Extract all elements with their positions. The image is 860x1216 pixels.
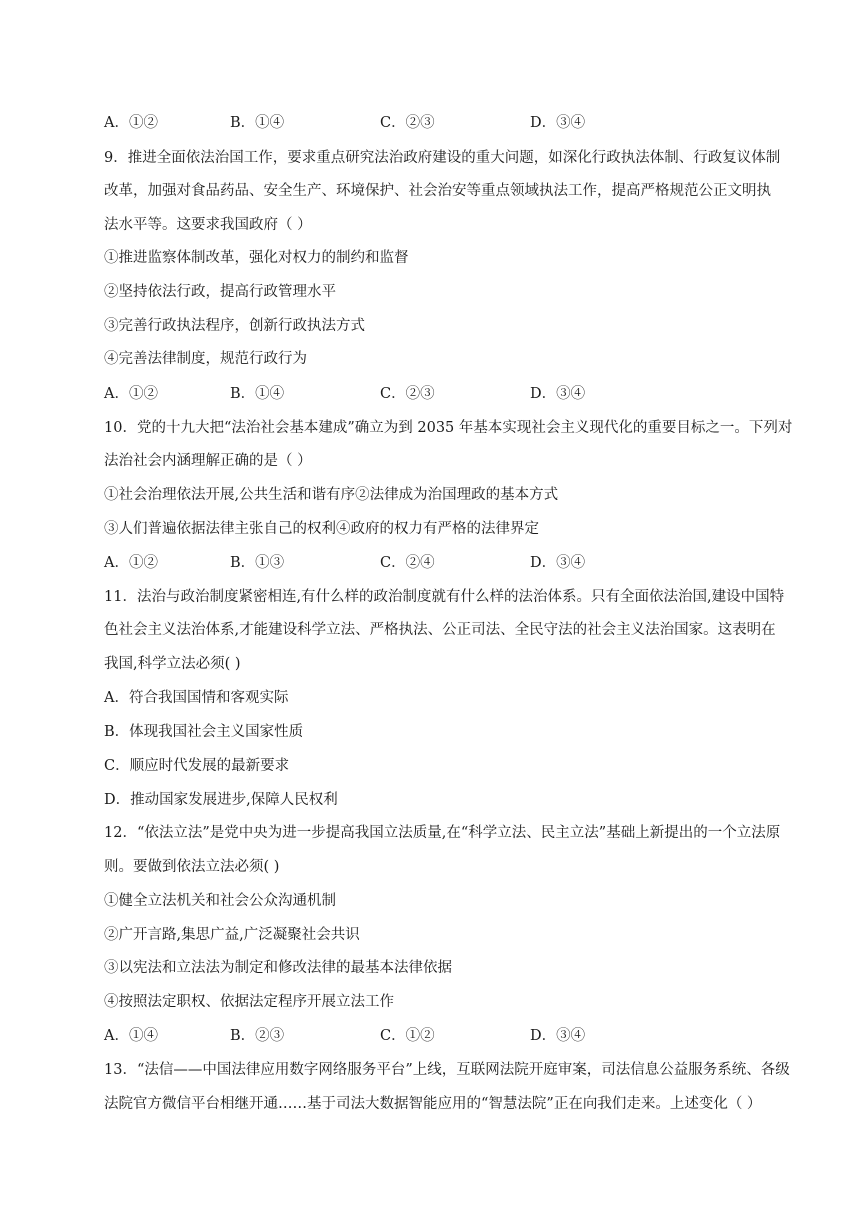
q9-statement-4: ④完善法律制度，规范行政行为 [104, 351, 307, 367]
q12-option-a: A．①④ [104, 1028, 158, 1044]
q12-statement-4: ④按照法定职权、依据法定程序开展立法工作 [104, 994, 394, 1010]
q9-options [0, 384, 860, 404]
q9-statement-1: ①推进监察体制改革，强化对权力的制约和监督 [104, 250, 409, 266]
q12-statement-1: ①健全立法机关和社会公众沟通机制 [104, 893, 336, 909]
q10-options [0, 553, 860, 573]
q12-option-c: C．①② [380, 1028, 435, 1044]
q8-options [0, 113, 860, 133]
q10-statement-1: ①社会治理依法开展,公共生活和谐有序②法律成为治国理政的基本方式 [104, 487, 559, 503]
q11-option-d: D．推动国家发展进步,保障人民权利 [104, 792, 338, 808]
q12-statement-3: ③以宪法和立法法为制定和修改法律的最基本法律依据 [104, 960, 452, 976]
q8-option-a: A．①② [104, 115, 158, 131]
q9-option-b: B．①④ [230, 386, 285, 402]
q11-option-c: C．顺应时代发展的最新要求 [104, 758, 290, 774]
q9-stem-line-2: 改革，加强对食品药品、安全生产、环境保护、社会治安等重点领域执法工作，提高严格规范公正文明执 [104, 183, 771, 199]
q12-option-b: B．②③ [230, 1028, 285, 1044]
q13-stem-line-2: 法院官方微信平台相继开通……基于司法大数据智能应用的“智慧法院”正在向我们走来。上述变化（ ） [104, 1096, 762, 1112]
q9-stem-line-1: 9．推进全面依法治国工作，要求重点研究法治政府建设的重大问题，如深化行政执法体制、行政复议体制 [104, 150, 781, 166]
q11-option-a: A．符合我国国情和客观实际 [104, 690, 289, 706]
q9-statement-2: ②坚持依法行政，提高行政管理水平 [104, 284, 336, 300]
q12-stem-line-1: 12．“依法立法”是党中央为进一步提高我国立法质量,在“科学立法、民主立法”基础上新提出的一个立法原 [104, 825, 781, 841]
q10-option-d: D．③④ [530, 555, 586, 571]
q10-statement-2: ③人们普遍依据法律主张自己的权利④政府的权力有严格的法律界定 [104, 521, 539, 537]
q8-option-c: C．②③ [380, 115, 435, 131]
q9-option-a: A．①② [104, 386, 158, 402]
q12-options [0, 1026, 860, 1046]
q9-stem-line-3: 法水平等。这要求我国政府（ ） [104, 217, 312, 233]
q11-stem-line-3: 我国,科学立法必须( ) [104, 656, 241, 672]
q10-option-c: C．②④ [380, 555, 435, 571]
q12-option-d: D．③④ [530, 1028, 586, 1044]
q10-stem-line-1: 10．党的十九大把“法治社会基本建成”确立为到 2035 年基本实现社会主义现代化的重要目标之一。下列对 [104, 420, 793, 436]
q8-option-b: B．①④ [230, 115, 285, 131]
q12-stem-line-2: 则。要做到依法立法必须( ) [104, 859, 280, 875]
q13-stem-line-1: 13．“法信——中国法律应用数字网络服务平台”上线，互联网法院开庭审案，司法信息公益服务系统、各级 [104, 1062, 790, 1078]
q9-option-c: C．②③ [380, 386, 435, 402]
q11-stem-line-1: 11．法治与政治制度紧密相连,有什么样的政治制度就有什么样的法治体系。只有全面依法治国,建设中国特 [104, 589, 785, 605]
q9-statement-3: ③完善行政执法程序，创新行政执法方式 [104, 318, 365, 334]
q8-option-d: D．③④ [530, 115, 586, 131]
q10-stem-line-2: 法治社会内涵理解正确的是（ ） [104, 453, 312, 469]
q10-option-a: A．①② [104, 555, 158, 571]
q11-option-b: B．体现我国社会主义国家性质 [104, 724, 304, 740]
q9-option-d: D．③④ [530, 386, 586, 402]
q11-stem-line-2: 色社会主义法治体系,才能建设科学立法、严格执法、公正司法、全民守法的社会主义法治国家。这表明在 [104, 622, 776, 638]
q10-option-b: B．①③ [230, 555, 285, 571]
q12-statement-2: ②广开言路,集思广益,广泛凝聚社会共识 [104, 927, 360, 943]
